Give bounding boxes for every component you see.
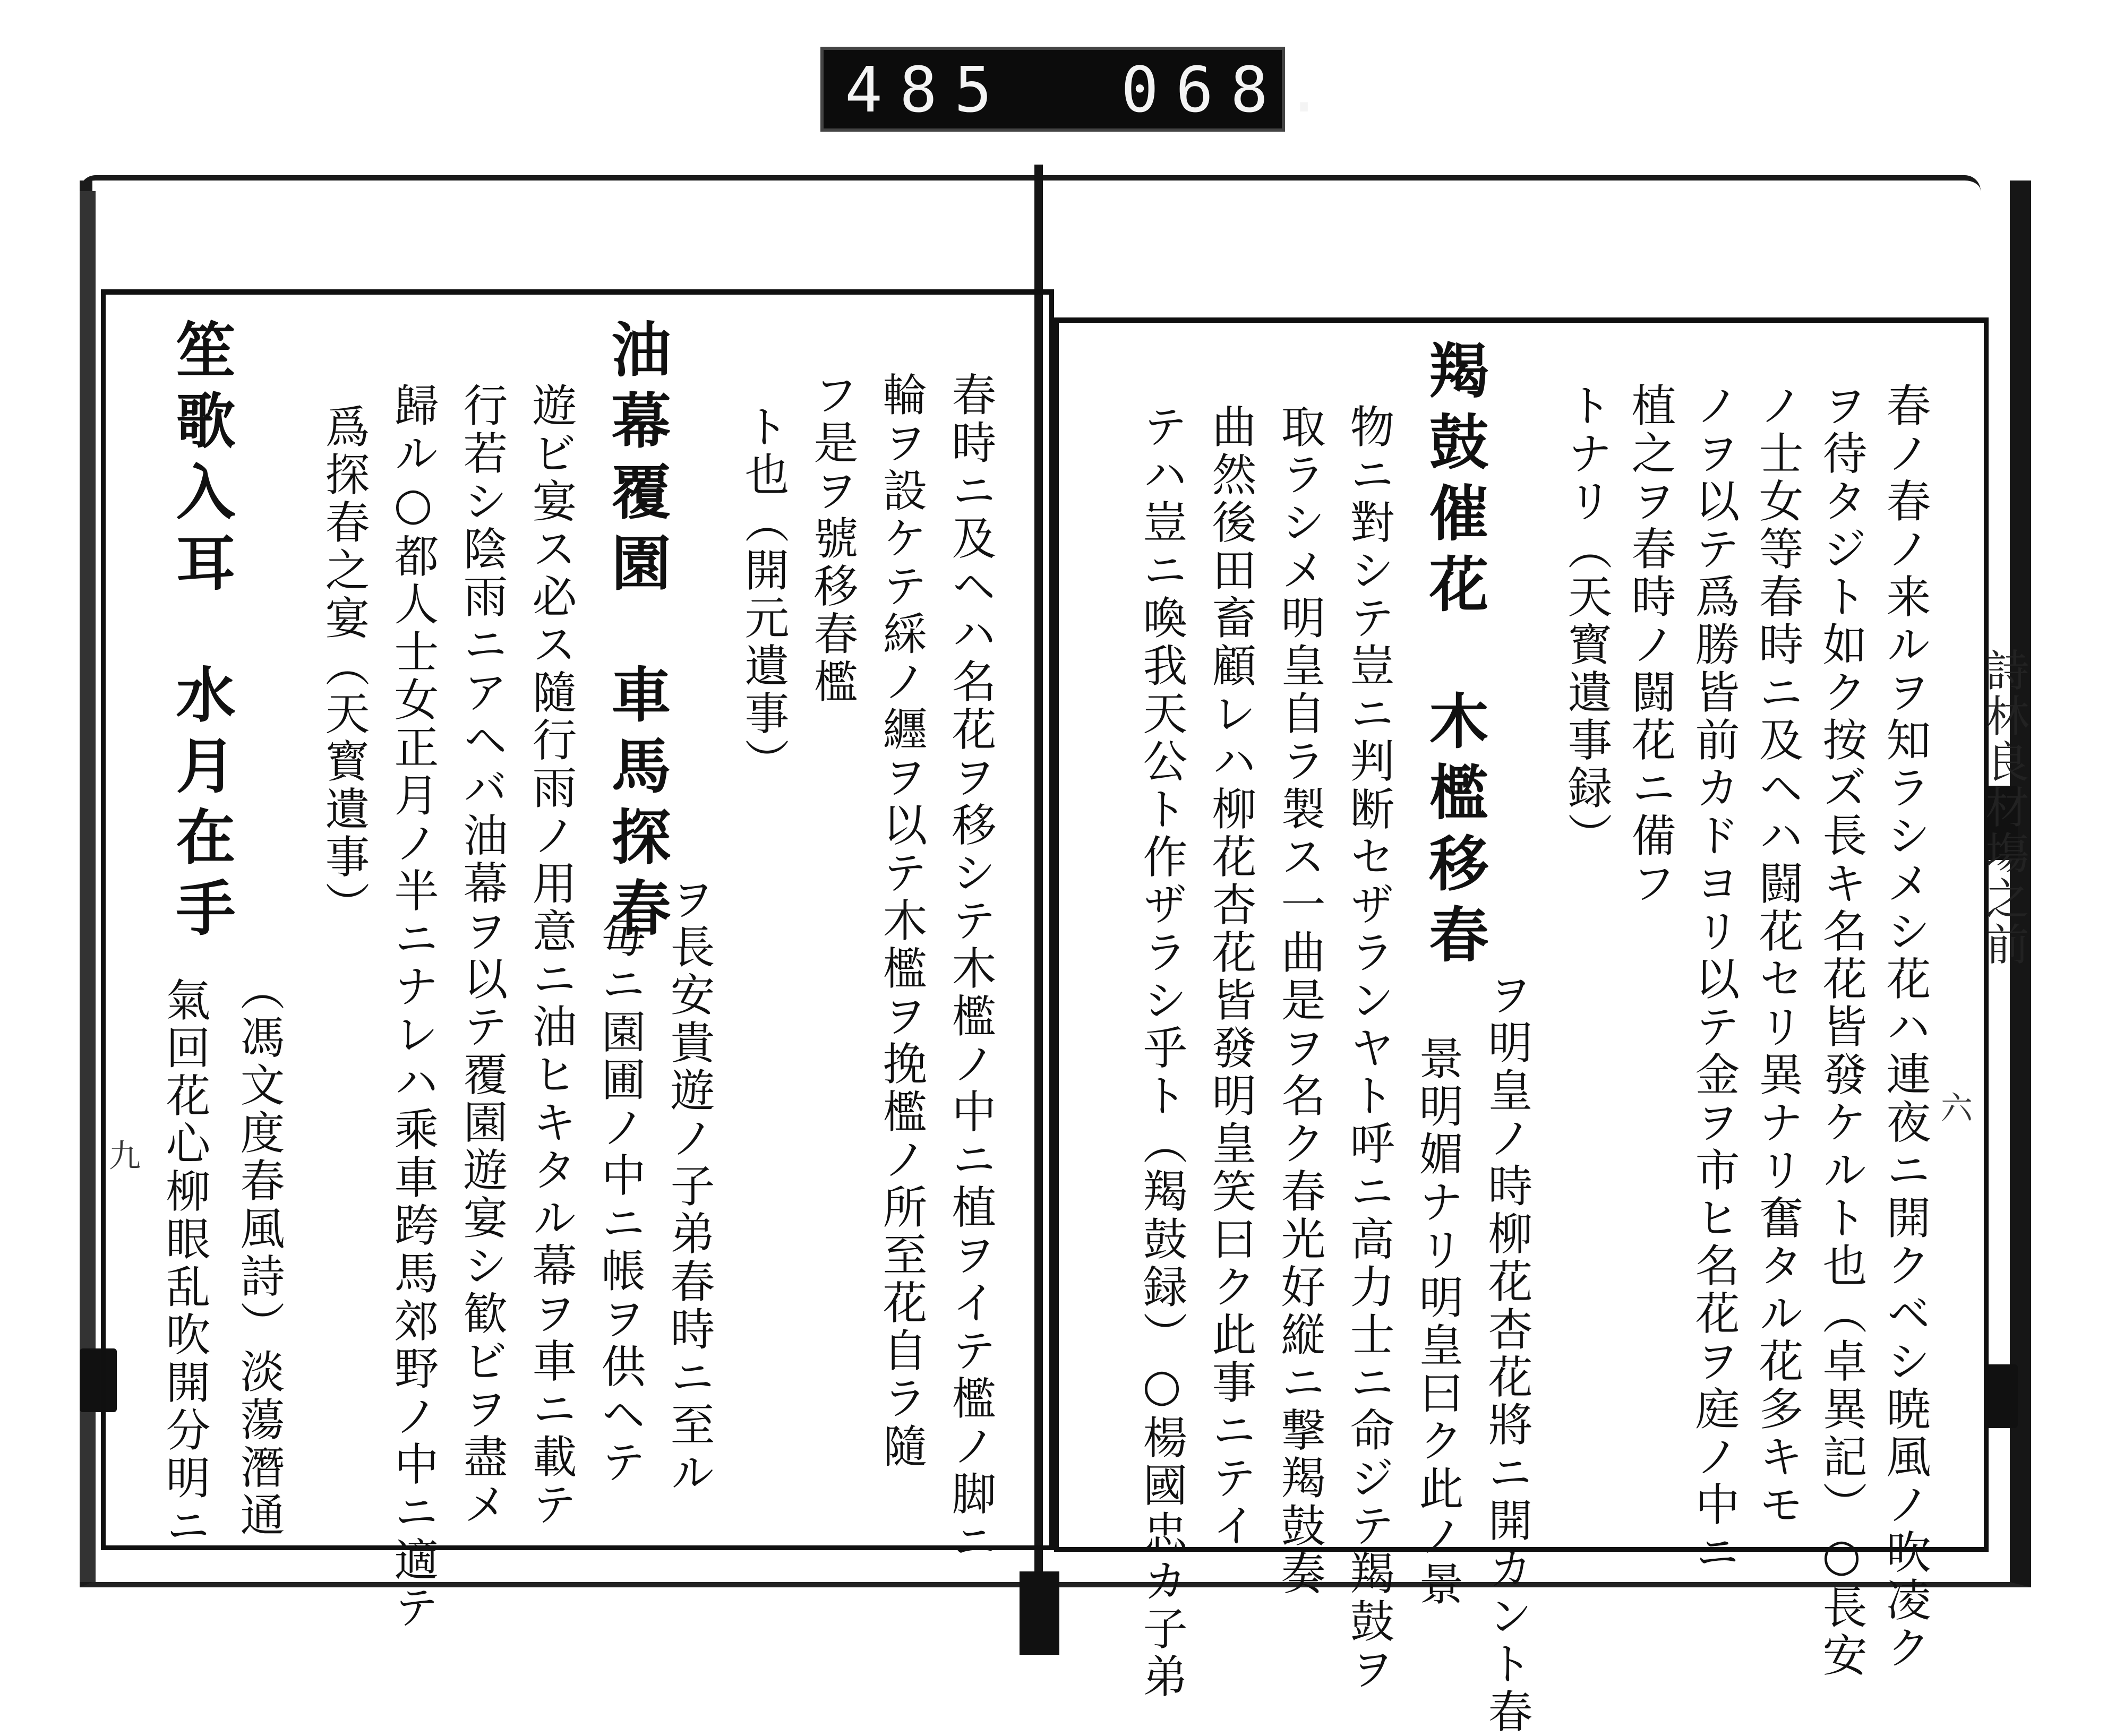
right-col-1: 春ノ春ノ来ルヲ知ラシメシ花ハ連夜ニ開クベシ暁風ノ吹凌ク — [1879, 382, 1931, 1672]
left-col-4: ト也（開元遺事） — [738, 403, 790, 786]
left-heading2-subtitle: 水月在手 — [166, 664, 236, 948]
left-heading2-title: 笙歌入耳 — [166, 319, 236, 603]
right-col2-5: 曲然後田畜顧レハ柳花杏花皆發明皇笑曰ク此事ニテイ — [1205, 403, 1257, 1550]
plate-right-number: 068. — [1121, 53, 1340, 126]
right-col2-3: 物ニ對シテ豈ニ判断セザランヤト呼ニ高力士ニ命ジテ羯鼓ヲ — [1343, 403, 1395, 1694]
left-heading-subtitle: 車馬探春 — [602, 664, 671, 948]
right-col-2: ヲ待タジト如ク按ズ長キ名花皆發ケルト也（卓異記）○長安 — [1815, 382, 1868, 1680]
gutter-foot — [1020, 1571, 1059, 1655]
left-col-3: フ是ヲ號移春檻 — [807, 372, 859, 706]
right-col-4: ノヲ以テ爲勝皆前カドヨリ以テ金ヲ市ヒ名花ヲ庭ノ中ニ — [1688, 382, 1740, 1577]
left-col2-2: 毎ニ園圃ノ中ニ帳ヲ供ヘテ — [594, 913, 646, 1486]
left-col2-6: 爲探春之宴（天寳遺事） — [318, 403, 370, 929]
right-heading-subtitle: 木檻移春 — [1419, 690, 1489, 975]
right-col2-4: 取ラシメ明皇自ラ製ス一曲是ヲ名ク春光好縦ニ撃羯鼓奏 — [1274, 403, 1326, 1598]
left-col2-1: ヲ長安貴遊ノ子弟春時ニ至ル — [663, 876, 715, 1497]
left-col2-5: 歸ル○都人士女正月ノ半ニナレハ乘車跨馬郊野ノ中ニ適テ — [387, 382, 439, 1632]
left-col2-4: 行若シ陰雨ニアヘバ油幕ヲ以テ覆園遊宴シ歓ビヲ盡メ — [456, 382, 508, 1529]
right-col2-6: テハ豈ニ喚我天公ト作ザラシ乎ト（羯鼓録）○楊國忠カ子弟 — [1136, 403, 1188, 1701]
left-col3-1: （馮文度春風詩）淡蕩潛通 — [233, 966, 285, 1540]
right-col2-1: ヲ明皇ノ時柳花杏花將ニ開カント春 — [1481, 972, 1533, 1736]
plate-left-number: 485 — [845, 53, 1009, 126]
left-col-2: 輪ヲ設ケテ綵ノ纒ヲ以テ木檻ヲ挽檻ノ所至花自ラ隨 — [876, 372, 928, 1471]
right-clasp-lower — [1986, 1364, 2018, 1428]
left-col3-2: 氣回花心柳眼乱吹開分明ニ — [159, 977, 211, 1550]
right-col-5: 植之ヲ春時ノ闘花ニ備フ — [1624, 382, 1676, 908]
right-col2-2: 景明媚ナリ明皇曰ク此ノ景 — [1412, 1035, 1464, 1609]
left-heading-title: 油幕覆園 — [602, 319, 671, 603]
folio-right: 六 — [1941, 1090, 1973, 1127]
right-col-6: トナリ（天寳遺事録） — [1561, 382, 1613, 860]
left-col2-3: 遊ビ宴ス必ス隨行雨ノ用意ニ油ヒキタル幕ヲ車ニ載テ — [525, 382, 577, 1529]
left-col-1: 春時ニ及ヘハ名花ヲ移シテ木檻ノ中ニ植ヲイテ檻ノ脚ニ — [945, 372, 997, 1566]
right-col-3: ノ士女等春時ニ及ヘハ闘花セリ異ナリ奮タル花多キモ — [1752, 382, 1804, 1529]
catalog-number-plate — [820, 47, 1340, 132]
right-heading-title: 羯鼓催花 — [1419, 340, 1489, 624]
margin-title: 詩林良材塲之前 — [1979, 648, 2029, 967]
folio-left: 九 — [109, 1138, 141, 1175]
